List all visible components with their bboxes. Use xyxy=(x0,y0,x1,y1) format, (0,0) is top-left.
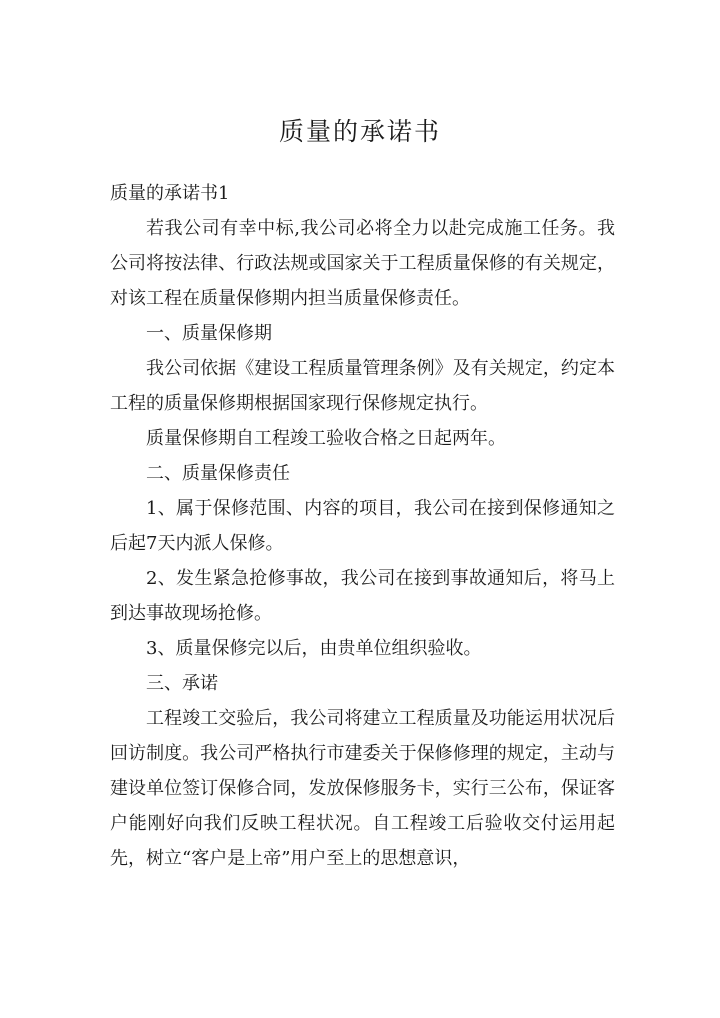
document-body xyxy=(110,176,615,876)
paragraph-item-1: 1、属于保修范围、内容的项目，我公司在接到保修通知之后起7天内派人保修。 xyxy=(110,498,615,554)
paragraph-subtitle: 质量的承诺书1 xyxy=(110,183,230,204)
paragraph-warranty-duration: 质量保修期自工程竣工验收合格之日起两年。 xyxy=(146,428,506,449)
paragraph-intro: 若我公司有幸中标,我公司必将全力以赴完成施工任务。我公司将按法律、行政法规或国家关于工程质量保修的有关规定，对该工程在质量保修期内担当质量保修责任。 xyxy=(110,218,615,309)
document-title: 质量的承诺书 xyxy=(278,117,441,146)
paragraph-warranty-basis: 我公司依据《建设工程质量管理条例》及有关规定，约定本工程的质量保修期根据国家现行保修规定执行。 xyxy=(110,358,615,414)
section-heading-warranty-period: 一、质量保修期 xyxy=(146,323,272,344)
section-heading-commitment: 三、承诺 xyxy=(146,673,218,694)
paragraph-item-3: 3、质量保修完以后，由贵单位组织验收。 xyxy=(146,638,482,659)
section-heading-warranty-responsibility: 二、质量保修责任 xyxy=(146,463,290,484)
paragraph-commitment: 工程竣工交验后，我公司将建立工程质量及功能运用状况后回访制度。我公司严格执行市建委关于保修修理的规定，主动与建设单位签订保修合同，发放保修服务卡，实行三公布，保证客户能刚好向我们反映工程状况。自工程竣工后验收交付运用起先，树立“客户是上帝”用户至上的思想意识， xyxy=(110,708,615,869)
paragraph-item-2: 2、发生紧急抢修事故，我公司在接到事故通知后，将马上到达事故现场抢修。 xyxy=(110,568,615,624)
